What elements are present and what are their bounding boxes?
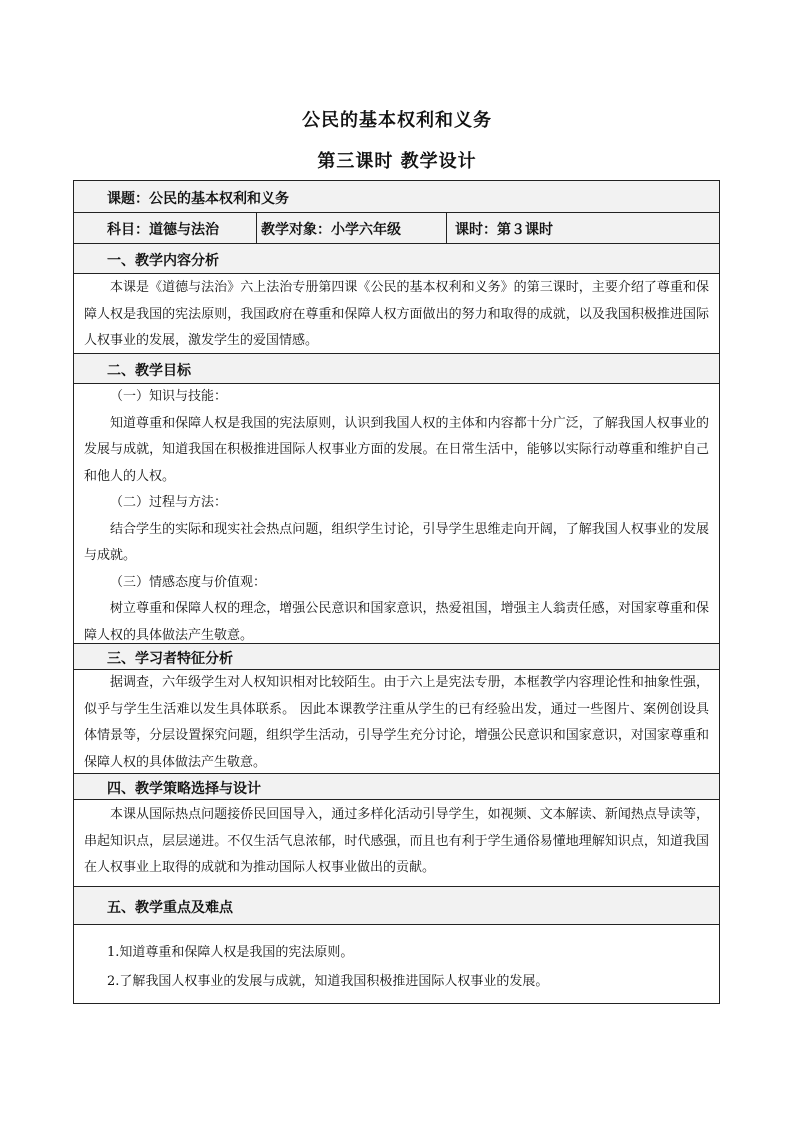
key-point-item: 2.了解我国人权事业的发展与成就，知道我国积极推进国际人权事业的发展。 xyxy=(107,974,549,989)
knowledge-skills-label: （一）知识与技能： xyxy=(110,389,228,404)
document-subtitle: 第三课时 教学设计 xyxy=(317,151,477,172)
strategy-heading: 四、教学策略选择与设计 xyxy=(107,781,261,797)
learner-heading: 三、学习者特征分析 xyxy=(107,651,233,667)
learner-body xyxy=(74,670,719,774)
topic-row xyxy=(74,181,719,213)
content-analysis-text: 本课是《道德与法治》六上法治专册第四课《公民的基本权利和义务》的第三课时，主要介绍了尊重和保障人权是我国的宪法原则，我国政府在尊重和保障人权方面做出的努力和取得的成就，以及我国积极推进国际人权事业的发展，激发学生的爱国情感。 xyxy=(84,280,709,348)
audience-cell xyxy=(257,213,447,243)
document-title: 公民的基本权利和义务 xyxy=(302,110,492,131)
objectives-body xyxy=(74,384,719,644)
subject-label: 科目：道德与法治 xyxy=(107,222,219,238)
learner-heading-row xyxy=(74,644,719,670)
knowledge-skills-text: 知道尊重和保障人权是我国的宪法原则，认识到我国人权的主体和内容都十分广泛，了解我国人权事业的发展与成就，知道我国在积极推进国际人权事业方面的发展。在日常生活中，能够以实际行动尊重和维护自己和他人的人权。 xyxy=(84,415,709,484)
subject-row xyxy=(74,213,719,244)
attitude-values-label: （三）情感态度与价值观： xyxy=(110,574,267,590)
process-methods-label: （二）过程与方法： xyxy=(110,495,228,510)
key-points-heading: 五、教学重点及难点 xyxy=(107,900,233,916)
strategy-text: 本课从国际热点问题接侨民回国导入，通过多样化活动引导学生，如视频、文本解读、新闻热点导读等，串起知识点，层层递进。不仅生活气息浓郁，时代感强，而且也有利于学生通俗易懂地理解知识点，知道我国在人权事业上取得的成就和为推动国际人权事业做出的贡献。 xyxy=(84,807,709,875)
audience-label: 教学对象：小学六年级 xyxy=(261,222,401,238)
key-points-heading-row xyxy=(74,887,719,925)
key-points-body xyxy=(74,925,719,1003)
lesson-plan-table xyxy=(73,180,720,1004)
learner-text: 据调查，六年级学生对人权知识相对比较陌生。由于六上是宪法专册，本框教学内容理论性和抽象性强，似乎与学生生活难以发生具体联系。 因此本课教学注重从学生的已有经验出发，通过一些图片、案例创设具体情景等，分层设置探究问题，组织学生活动，引导学生充分讨论，增强公民意识和国家意识，对国家尊重和保障人权的具体做法产生敬意。 xyxy=(84,675,709,770)
subject-cell xyxy=(74,213,257,243)
objectives-heading-row xyxy=(74,354,719,384)
content-analysis-body xyxy=(74,274,719,354)
content-analysis-heading-row xyxy=(74,244,719,274)
topic-label: 课题：公民的基本权利和义务 xyxy=(107,191,289,207)
attitude-values-text: 树立尊重和保障人权的理念，增强公民意识和国家意识，热爱祖国，增强主人翁责任感，对国家尊重和保障人权的具体做法产生敬意。 xyxy=(84,601,709,643)
process-methods-text: 结合学生的实际和现实社会热点问题，组织学生讨论，引导学生思维走向开阔，了解我国人权事业的发展与成就。 xyxy=(84,521,709,563)
period-label: 课时：第３课时 xyxy=(455,222,553,238)
period-cell xyxy=(447,213,719,243)
strategy-heading-row xyxy=(74,774,719,800)
strategy-body xyxy=(74,800,719,887)
key-point-item: 1.知道尊重和保障人权是我国的宪法原则。 xyxy=(107,945,354,960)
content-analysis-heading: 一、教学内容分析 xyxy=(107,253,219,269)
objectives-heading: 二、教学目标 xyxy=(107,363,191,379)
